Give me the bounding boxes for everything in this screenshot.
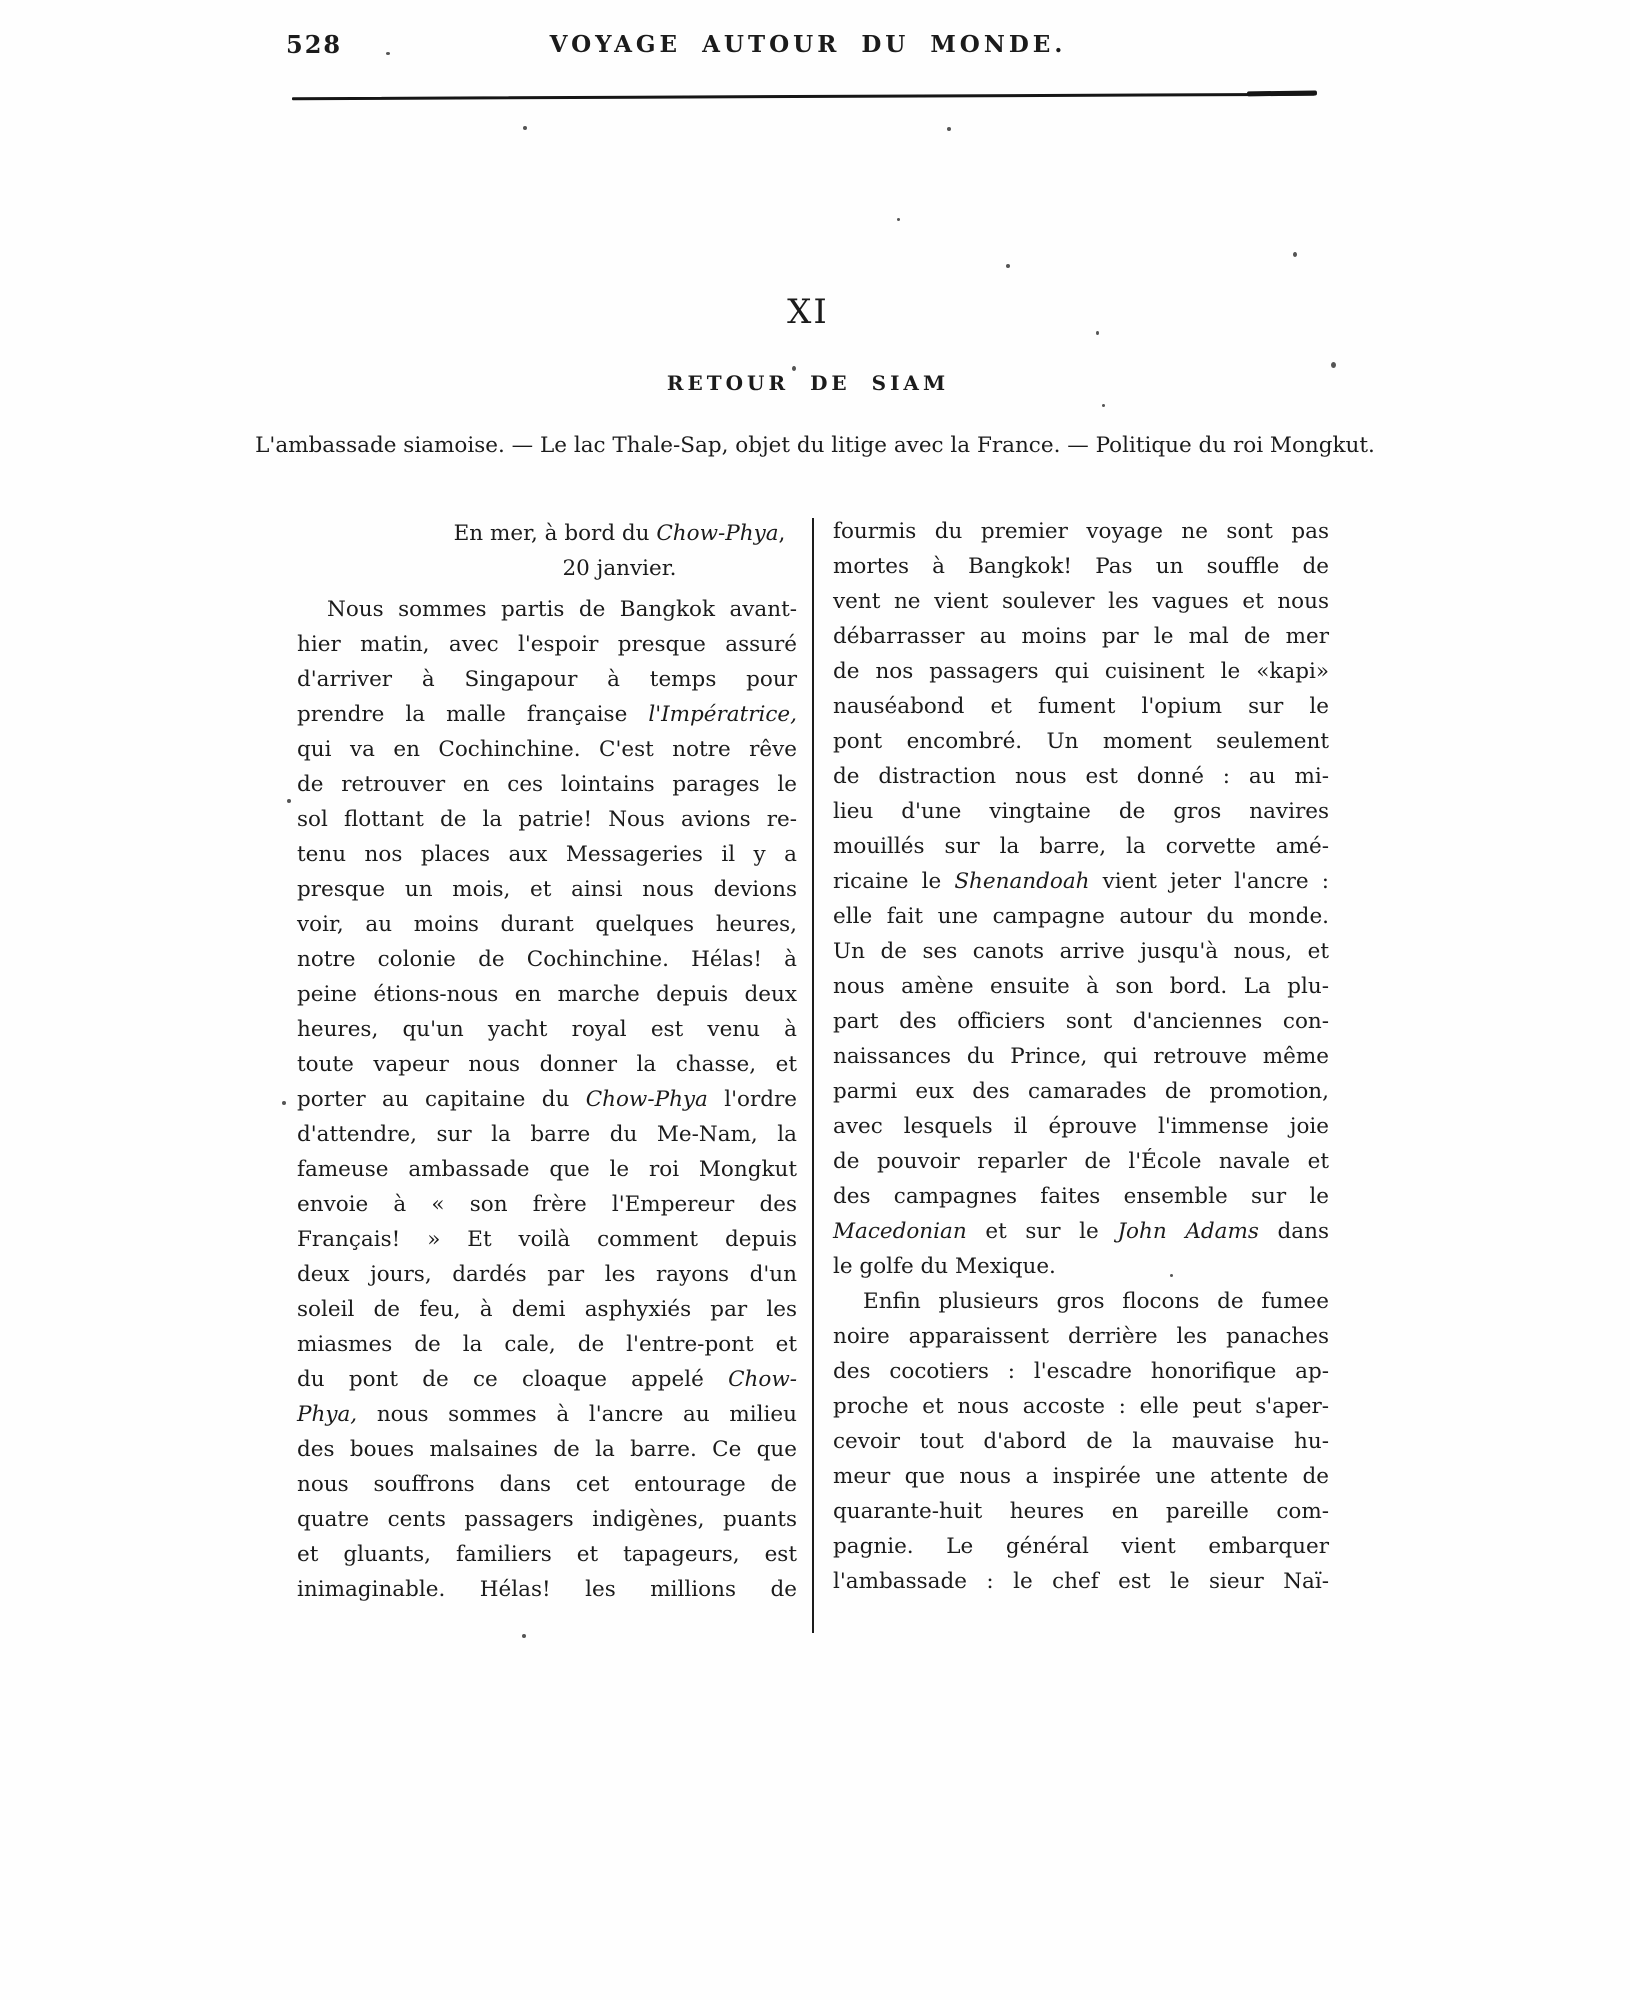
text-line: qui va en Cochinchine. C'est notre rêve — [297, 737, 797, 762]
scan-speck — [1293, 252, 1297, 257]
page-number: 528 — [286, 30, 343, 59]
text-line: nous souffrons dans cet entourage de — [297, 1472, 797, 1497]
text-line: ricaine le Shenandoah vient jeter l'ancre : — [833, 869, 1329, 894]
text-line: Français! » Et voilà comment depuis — [297, 1227, 797, 1252]
text-line: du pont de ce cloaque appelé Chow- — [297, 1367, 797, 1392]
text-line: fourmis du premier voyage ne sont pas — [833, 519, 1329, 544]
text-line: proche et nous accoste : elle peut s'aper- — [833, 1394, 1329, 1419]
scan-speck — [522, 1634, 526, 1638]
scan-speck — [386, 52, 390, 55]
text-line: mouillés sur la barre, la corvette amé- — [833, 834, 1329, 859]
chapter-title: RETOUR DE SIAM — [666, 371, 950, 395]
text-line: peine étions-nous en marche depuis deux — [297, 982, 797, 1007]
text-line: soleil de feu, à demi asphyxiés par les — [297, 1297, 797, 1322]
scan-speck — [1006, 264, 1010, 268]
text-line: lieu d'une vingtaine de gros navires — [833, 799, 1329, 824]
scan-speck — [792, 366, 796, 371]
text-line: le golfe du Mexique. — [833, 1254, 1056, 1279]
text-line: parmi eux des camarades de promotion, — [833, 1079, 1329, 1104]
dateline — [442, 516, 797, 586]
scan-speck — [282, 1101, 286, 1105]
scan-speck — [523, 126, 527, 130]
header-rule — [292, 93, 1315, 100]
text-line: meur que nous a inspirée une attente de — [833, 1464, 1329, 1489]
text-line: quarante-huit heures en pareille com- — [833, 1499, 1329, 1524]
text-line: Macedonian et sur le John Adams dans — [833, 1219, 1329, 1244]
scan-speck — [1170, 1274, 1173, 1277]
text-line: nauséabond et fument l'opium sur le — [833, 694, 1329, 719]
text-line: de nos passagers qui cuisinent le «kapi» — [833, 659, 1329, 684]
text-line: Un de ses canots arrive jusqu'à nous, et — [833, 939, 1329, 964]
text-line: et gluants, familiers et tapageurs, est — [297, 1542, 797, 1567]
text-line: inimaginable. Hélas! les millions de — [297, 1577, 797, 1602]
scan-speck — [287, 799, 291, 803]
text-line: miasmes de la cale, de l'entre-pont et — [297, 1332, 797, 1357]
chapter-summary: L'ambassade siamoise. — Le lac Thale-Sap, objet du litige avec la France. — Politique du roi Mongkut. — [255, 433, 1375, 458]
text-line: prendre la malle française l'Impératrice, — [297, 702, 797, 727]
text-line: débarrasser au moins par le mal de mer — [833, 624, 1329, 649]
text-line: deux jours, dardés par les rayons d'un — [297, 1262, 797, 1287]
text-line: En mer, à bord du Chow-Phya, — [453, 521, 786, 546]
text-line: d'attendre, sur la barre du Me-Nam, la — [297, 1122, 797, 1147]
text-line: Phya, nous sommes à l'ancre au milieu — [297, 1402, 797, 1427]
running-title: VOYAGE AUTOUR DU MONDE. — [549, 31, 1067, 58]
right-column-text — [833, 514, 1329, 1599]
text-line: d'arriver à Singapour à temps pour — [297, 667, 797, 692]
column-divider — [812, 518, 814, 1633]
text-line: part des officiers sont d'anciennes con- — [833, 1009, 1329, 1034]
text-line: cevoir tout d'abord de la mauvaise hu- — [833, 1429, 1329, 1454]
scan-speck — [1102, 404, 1105, 407]
text-line: de retrouver en ces lointains parages le — [297, 772, 797, 797]
text-line: de distraction nous est donné : au mi- — [833, 764, 1329, 789]
text-line: avec lesquels il éprouve l'immense joie — [833, 1114, 1329, 1139]
left-column — [297, 516, 797, 1607]
text-line: notre colonie de Cochinchine. Hélas! à — [297, 947, 797, 972]
text-line: pagnie. Le général vient embarquer — [833, 1534, 1329, 1559]
text-line: de pouvoir reparler de l'École navale et — [833, 1149, 1329, 1174]
text-line: presque un mois, et ainsi nous devions — [297, 877, 797, 902]
left-column-text — [297, 592, 797, 1607]
text-line: des boues malsaines de la barre. Ce que — [297, 1437, 797, 1462]
chapter-number: XI — [787, 292, 829, 332]
scan-speck — [947, 127, 951, 131]
text-line: naissances du Prince, qui retrouve même — [833, 1044, 1329, 1069]
text-line: des campagnes faites ensemble sur le — [833, 1184, 1329, 1209]
text-line: mortes à Bangkok! Pas un souffle de — [833, 554, 1329, 579]
text-line: fameuse ambassade que le roi Mongkut — [297, 1157, 797, 1182]
scan-speck — [1096, 331, 1099, 335]
text-line: vent ne vient soulever les vagues et nous — [833, 589, 1329, 614]
text-line: heures, qu'un yacht royal est venu à — [297, 1017, 797, 1042]
text-line: nous amène ensuite à son bord. La plu- — [833, 974, 1329, 999]
text-line: quatre cents passagers indigènes, puants — [297, 1507, 797, 1532]
text-line: pont encombré. Un moment seulement — [833, 729, 1329, 754]
text-line: tenu nos places aux Messageries il y a — [297, 842, 797, 867]
text-line: l'ambassade : le chef est le sieur Naï- — [833, 1569, 1329, 1594]
text-line: des cocotiers : l'escadre honorifique ap- — [833, 1359, 1329, 1384]
text-line: voir, au moins durant quelques heures, — [297, 912, 797, 937]
text-line: toute vapeur nous donner la chasse, et — [297, 1052, 797, 1077]
text-line: elle fait une campagne autour du monde. — [833, 904, 1329, 929]
scan-speck — [897, 218, 900, 221]
text-line: 20 janvier. — [562, 556, 677, 581]
scan-speck — [1331, 362, 1336, 368]
text-line: Nous sommes partis de Bangkok avant- — [327, 597, 797, 622]
text-line: envoie à « son frère l'Empereur des — [297, 1192, 797, 1217]
text-line: sol flottant de la patrie! Nous avions re- — [297, 807, 797, 832]
text-line: noire apparaissent derrière les panaches — [833, 1324, 1329, 1349]
text-line: porter au capitaine du Chow-Phya l'ordre — [297, 1087, 797, 1112]
text-line: Enfin plusieurs gros flocons de fumee — [863, 1289, 1329, 1314]
text-line: hier matin, avec l'espoir presque assuré — [297, 632, 797, 657]
